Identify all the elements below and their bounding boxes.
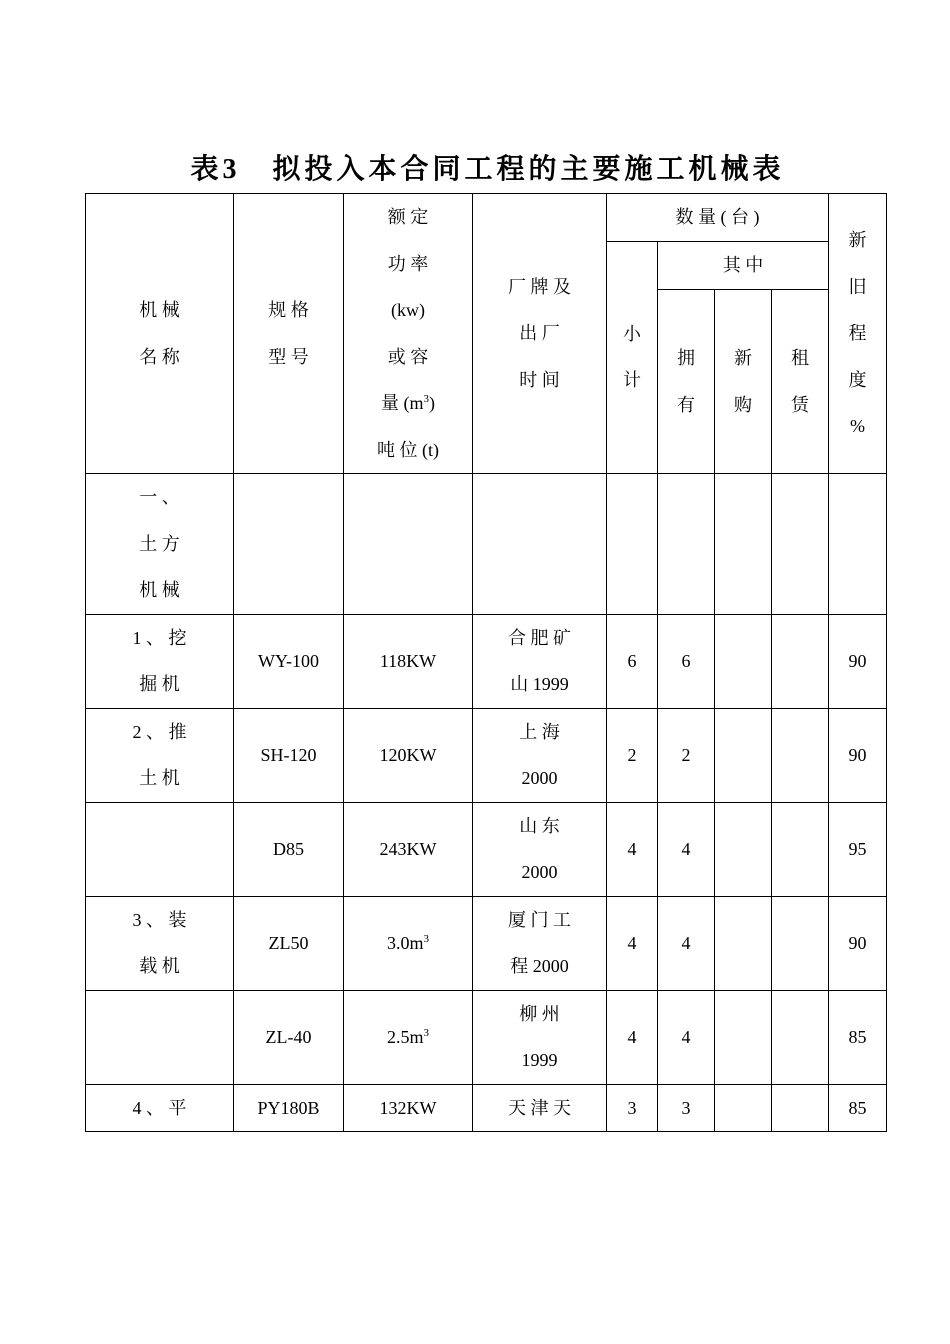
cell-own: 2	[658, 708, 715, 802]
cell-condition: 95	[829, 802, 887, 896]
cell-own: 4	[658, 896, 715, 990]
cell-subtotal: 4	[607, 896, 658, 990]
cell-power: 120KW	[344, 708, 473, 802]
cell-name: 1 、 挖 掘 机	[86, 614, 234, 708]
cell-model: ZL-40	[234, 990, 344, 1084]
cell-subtotal: 4	[607, 802, 658, 896]
cell-new-buy	[715, 802, 772, 896]
cell-name	[86, 990, 234, 1084]
cell-power: $3.0m^3$	[344, 896, 473, 990]
cell-lease	[772, 802, 829, 896]
cell-condition: 90	[829, 708, 887, 802]
cell-own	[658, 474, 715, 615]
cell-maker: 合 肥 矿 山 1999	[473, 614, 607, 708]
cell-power: 243KW	[344, 802, 473, 896]
cell-power	[344, 474, 473, 615]
cell-model: ZL50	[234, 896, 344, 990]
page-title: 表3 拟投入本合同工程的主要施工机械表	[190, 154, 785, 185]
cell-model: WY-100	[234, 614, 344, 708]
cell-new-buy	[715, 474, 772, 615]
cell-maker: 厦 门 工 程 2000	[473, 896, 607, 990]
cell-condition	[829, 474, 887, 615]
table-row	[86, 896, 887, 990]
cell-condition: 85	[829, 1084, 887, 1132]
cell-lease	[772, 474, 829, 615]
cell-name: 4 、 平	[86, 1084, 234, 1132]
cell-own: 6	[658, 614, 715, 708]
cell-maker: 山 东 2000	[473, 802, 607, 896]
machinery-table	[85, 193, 887, 1132]
cell-subtotal: 3	[607, 1084, 658, 1132]
header-own: 拥 有	[658, 290, 715, 474]
cell-model	[234, 474, 344, 615]
table-row	[86, 474, 887, 615]
header-model: 规 格 型 号	[234, 194, 344, 474]
table-row	[86, 802, 887, 896]
cell-condition: 90	[829, 896, 887, 990]
cell-lease	[772, 896, 829, 990]
cell-lease	[772, 614, 829, 708]
header-condition: 新 旧 程 度 %	[829, 194, 887, 474]
table-row	[86, 990, 887, 1084]
cell-own: 4	[658, 990, 715, 1084]
cell-new-buy	[715, 1084, 772, 1132]
header-lease: 租 赁	[772, 290, 829, 474]
cell-subtotal	[607, 474, 658, 615]
cell-name: 2 、 推 土 机	[86, 708, 234, 802]
cell-maker	[473, 474, 607, 615]
cell-power: 118KW	[344, 614, 473, 708]
cell-new-buy	[715, 708, 772, 802]
header-power: 额 定 功 率 (kw) 或 容 量 $(m^3)$ 吨 位 (t)	[344, 194, 473, 474]
cell-name: 3 、 装 载 机	[86, 896, 234, 990]
cell-model: D85	[234, 802, 344, 896]
cell-lease	[772, 708, 829, 802]
cell-own: 4	[658, 802, 715, 896]
cell-subtotal: 4	[607, 990, 658, 1084]
header-maker: 厂 牌 及 出 厂 时 间	[473, 194, 607, 474]
cell-maker: 天 津 天	[473, 1084, 607, 1132]
cell-own: 3	[658, 1084, 715, 1132]
cell-model: SH-120	[234, 708, 344, 802]
cell-power: $2.5m^3$	[344, 990, 473, 1084]
header-name: 机 械 名 称	[86, 194, 234, 474]
cell-new-buy	[715, 614, 772, 708]
cell-model: PY180B	[234, 1084, 344, 1132]
header-quantity: 数 量 ( 台 )	[607, 194, 829, 242]
cell-condition: 85	[829, 990, 887, 1084]
cell-subtotal: 2	[607, 708, 658, 802]
cell-maker: 柳 州 1999	[473, 990, 607, 1084]
table-row	[86, 708, 887, 802]
cell-name: 一 、 土 方 机 械	[86, 474, 234, 615]
header-among: 其 中	[658, 241, 829, 290]
cell-condition: 90	[829, 614, 887, 708]
cell-lease	[772, 1084, 829, 1132]
cell-subtotal: 6	[607, 614, 658, 708]
table-row	[86, 1084, 887, 1132]
header-new-buy: 新 购	[715, 290, 772, 474]
cell-power: 132KW	[344, 1084, 473, 1132]
cell-lease	[772, 990, 829, 1084]
header-subtotal: 小 计	[607, 241, 658, 474]
cell-new-buy	[715, 990, 772, 1084]
table-row	[86, 614, 887, 708]
cell-name	[86, 802, 234, 896]
cell-maker: 上 海 2000	[473, 708, 607, 802]
cell-new-buy	[715, 896, 772, 990]
